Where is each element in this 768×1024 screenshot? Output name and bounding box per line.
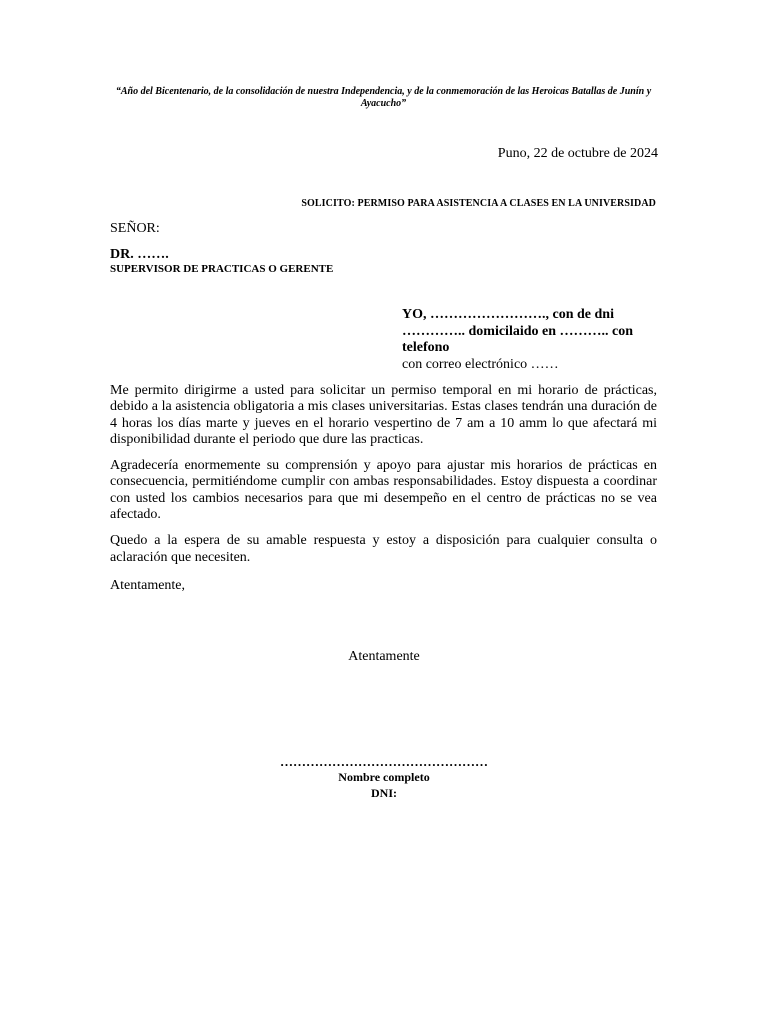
letter-body — [110, 383, 657, 576]
closing-center: Atentamente — [348, 649, 420, 664]
letter-date: Puno, 22 de octubre de 2024 — [497, 146, 658, 161]
closing-left: Atentamente, — [110, 578, 186, 593]
body-paragraph: Agradecería enormemente su comprensión y apoyo para ajustar mis horarios de prácticas en consecuencia, permitiéndome cumplir con ambas responsabilidades. Estoy dispuesta a coordinar con usted los cambios necesarios para que mi desempeño en el centro de prácticas no se vea afectado. — [110, 458, 657, 523]
subject-line: SOLICITO: PERMISO PARA ASISTENCIA A CLASES EN LA UNIVERSIDAD — [301, 198, 656, 209]
recipient-title: SUPERVISOR DE PRACTICAS O GERENTE — [110, 263, 334, 275]
sender-email: con correo electrónico …… — [402, 356, 559, 372]
body-paragraph: Me permito dirigirme a usted para solicitar un permiso temporal en mi horario de prácticas, debido a la asistencia obligatoria a mis clases universitarias. Estas clases tendrán una duración de 4 horas los días marte y jueves en el horario vespertino de 7 am a 10 amm lo que afectará mi disponibilidad durante el periodo que dure las practicas. — [110, 383, 657, 447]
recipient-name: DR. ……. — [110, 247, 169, 262]
year-motto: “Año del Bicentenario, de la consolidación de nuestra Independencia, y de la conmemoración de las Heroicas Batallas de Junín y Ayacucho” — [115, 86, 652, 109]
signature-line: ………………………………………… — [280, 754, 488, 769]
sender-block — [402, 307, 658, 373]
signature-name-label: Nombre completo — [338, 770, 430, 784]
body-paragraph: Quedo a la espera de su amable respuesta y estoy a disposición para cualquier consulta o aclaración que necesiten. — [110, 533, 657, 565]
sender-identification: YO, ……………………., con de dni ………….. domicilaido en ……….. con telefono — [402, 307, 634, 355]
signature-dni-label: DNI: — [371, 786, 397, 800]
salutation: SEÑOR: — [110, 221, 160, 236]
